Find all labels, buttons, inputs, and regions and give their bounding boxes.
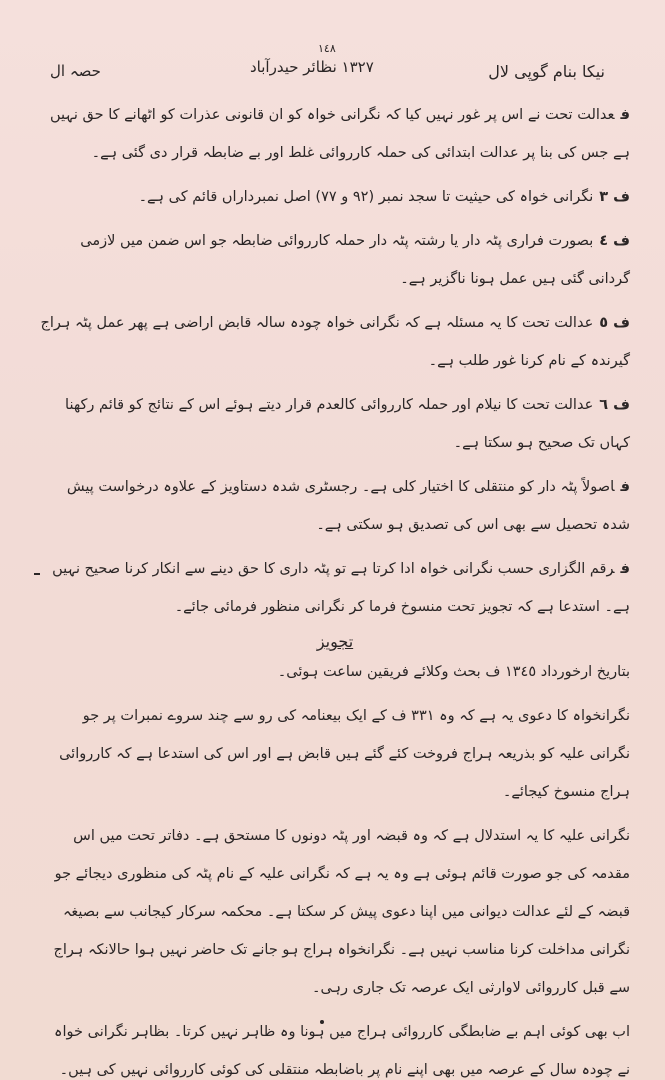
ink-dot — [320, 1020, 324, 1024]
point-item: ف ٤بصورت فراری پٹہ دار یا رشتہ پٹہ دار حملہ کارروائی ضابطہ جو اس ضمن میں لازمی گردانی گئی ہیں عمل ہونا ناگزیر ہے۔ — [80, 233, 630, 287]
section-heading: تجویز — [316, 632, 354, 651]
point-item: ف ٦عدالت تحت کا نیلام اور حملہ کارروائی کالعدم قرار دیتے ہوئے اس کے نتائج کو قائم رکھنا کہاں تک صحیح ہو سکتا ہے۔ — [65, 397, 630, 451]
point-item: ف ٣نگرانی خواہ کی حیثیت تا سجد نمبر (٩٢ و ٧٧) اصل نمبرداراں قائم کی ہے۔ — [138, 189, 630, 205]
page-number: ١٤٨ — [318, 42, 336, 55]
header-part: حصہ ال — [50, 62, 101, 80]
header-case-title: نیکا بنام گوپی لال — [488, 62, 605, 81]
point-item: فاصولاً پٹہ دار کو منتقلی کا اختیار کلی ہے۔ رجسٹری شدہ دستاویز کے علاوہ درخواست پیش شدہ تحصیل سے بھی اس کی تصدیق ہو سکتی ہے۔ — [66, 479, 630, 533]
judgment-paragraph: نگرانی علیہ کا یہ استدلال ہے کہ وہ قبضہ اور پٹہ دونوں کا مستحق ہے۔ دفاتر تحت میں اس مقدمہ کی جو صورت قائم ہوئی ہے وہ یہ ہے کہ نگرانی علیہ کے نام پٹہ کی منظوری دیجائے جو قبضہ کے لئے عدالت دیوانی میں اپنا دعوی پیش کر سکتا ہے۔ محکمہ سرکار کیجانب سے بصیغہ نگرانی مداخلت کرنا مناسب نہیں ہے۔ نگرانخواہ ہراج ہو جانے تک حاضر نہیں ہوا حالانکہ ہراج سے قبل کارروائی لاوارثی ایک عرصہ تک جاری رہی۔ — [53, 828, 630, 996]
judgment-paragraph: نگرانخواہ کا دعوی یہ ہے کہ وہ ٣٣١ ف کے ایک بیعنامہ کی رو سے چند سروے نمبرات پر جو نگرانی علیہ کو بذریعہ ہراج فروخت کئے گئے ہیں قابض ہے اور اس کی استدعا ہے کہ کارروائی ہراج منسوخ کیجائے۔ — [59, 708, 630, 800]
header-reference: ١٣٢٧ نظائر حیدرآباد — [250, 58, 374, 76]
point-item: فعدالت تحت نے اس پر غور نہیں کیا کہ نگرانی خواہ کو ان قانونی عذرات کو اٹھانے کا حق نہیں ہے جس کی بنا پر عدالت ابتدائی کی حملہ کارروائی غلط اور بے ضابطہ قرار دی گئی ہے۔ — [49, 107, 630, 161]
point-item: ف ٥عدالت تحت کا یہ مسئلہ ہے کہ نگرانی خواہ چودہ سالہ قابض اراضی ہے پھر عمل پٹہ ہراج گیرندہ کے نام کرنا غور طلب ہے۔ — [40, 315, 630, 369]
judgment-paragraph: اب بھی کوئی اہم بے ضابطگی کارروائی ہراج میں ہونا وہ ظاہر نہیں کرتا۔ بظاہر نگرانی خواہ نے چودہ سال کے عرصہ میں بھی اپنے نام پر باضابطہ منتقلی کی کوئی کارروائی نہیں کی ہیں۔ — [54, 1024, 630, 1078]
judgment-paragraph: بتاریخ ارخورداد ١٣٤٥ ف بحث وکلائے فریقین ساعت ہوئی۔ — [277, 664, 630, 680]
page-header — [0, 58, 665, 88]
point-item: فرقم الگزاری حسب نگرانی خواہ ادا کرتا ہے تو پٹہ داری کا حق دینے سے انکار کرنا صحیح نہیں ہے۔ استدعا ہے کہ تجویز تحت منسوخ فرما کر نگرانی منظور فرمائی جائے۔ — [52, 561, 630, 615]
document-body — [40, 96, 630, 1080]
